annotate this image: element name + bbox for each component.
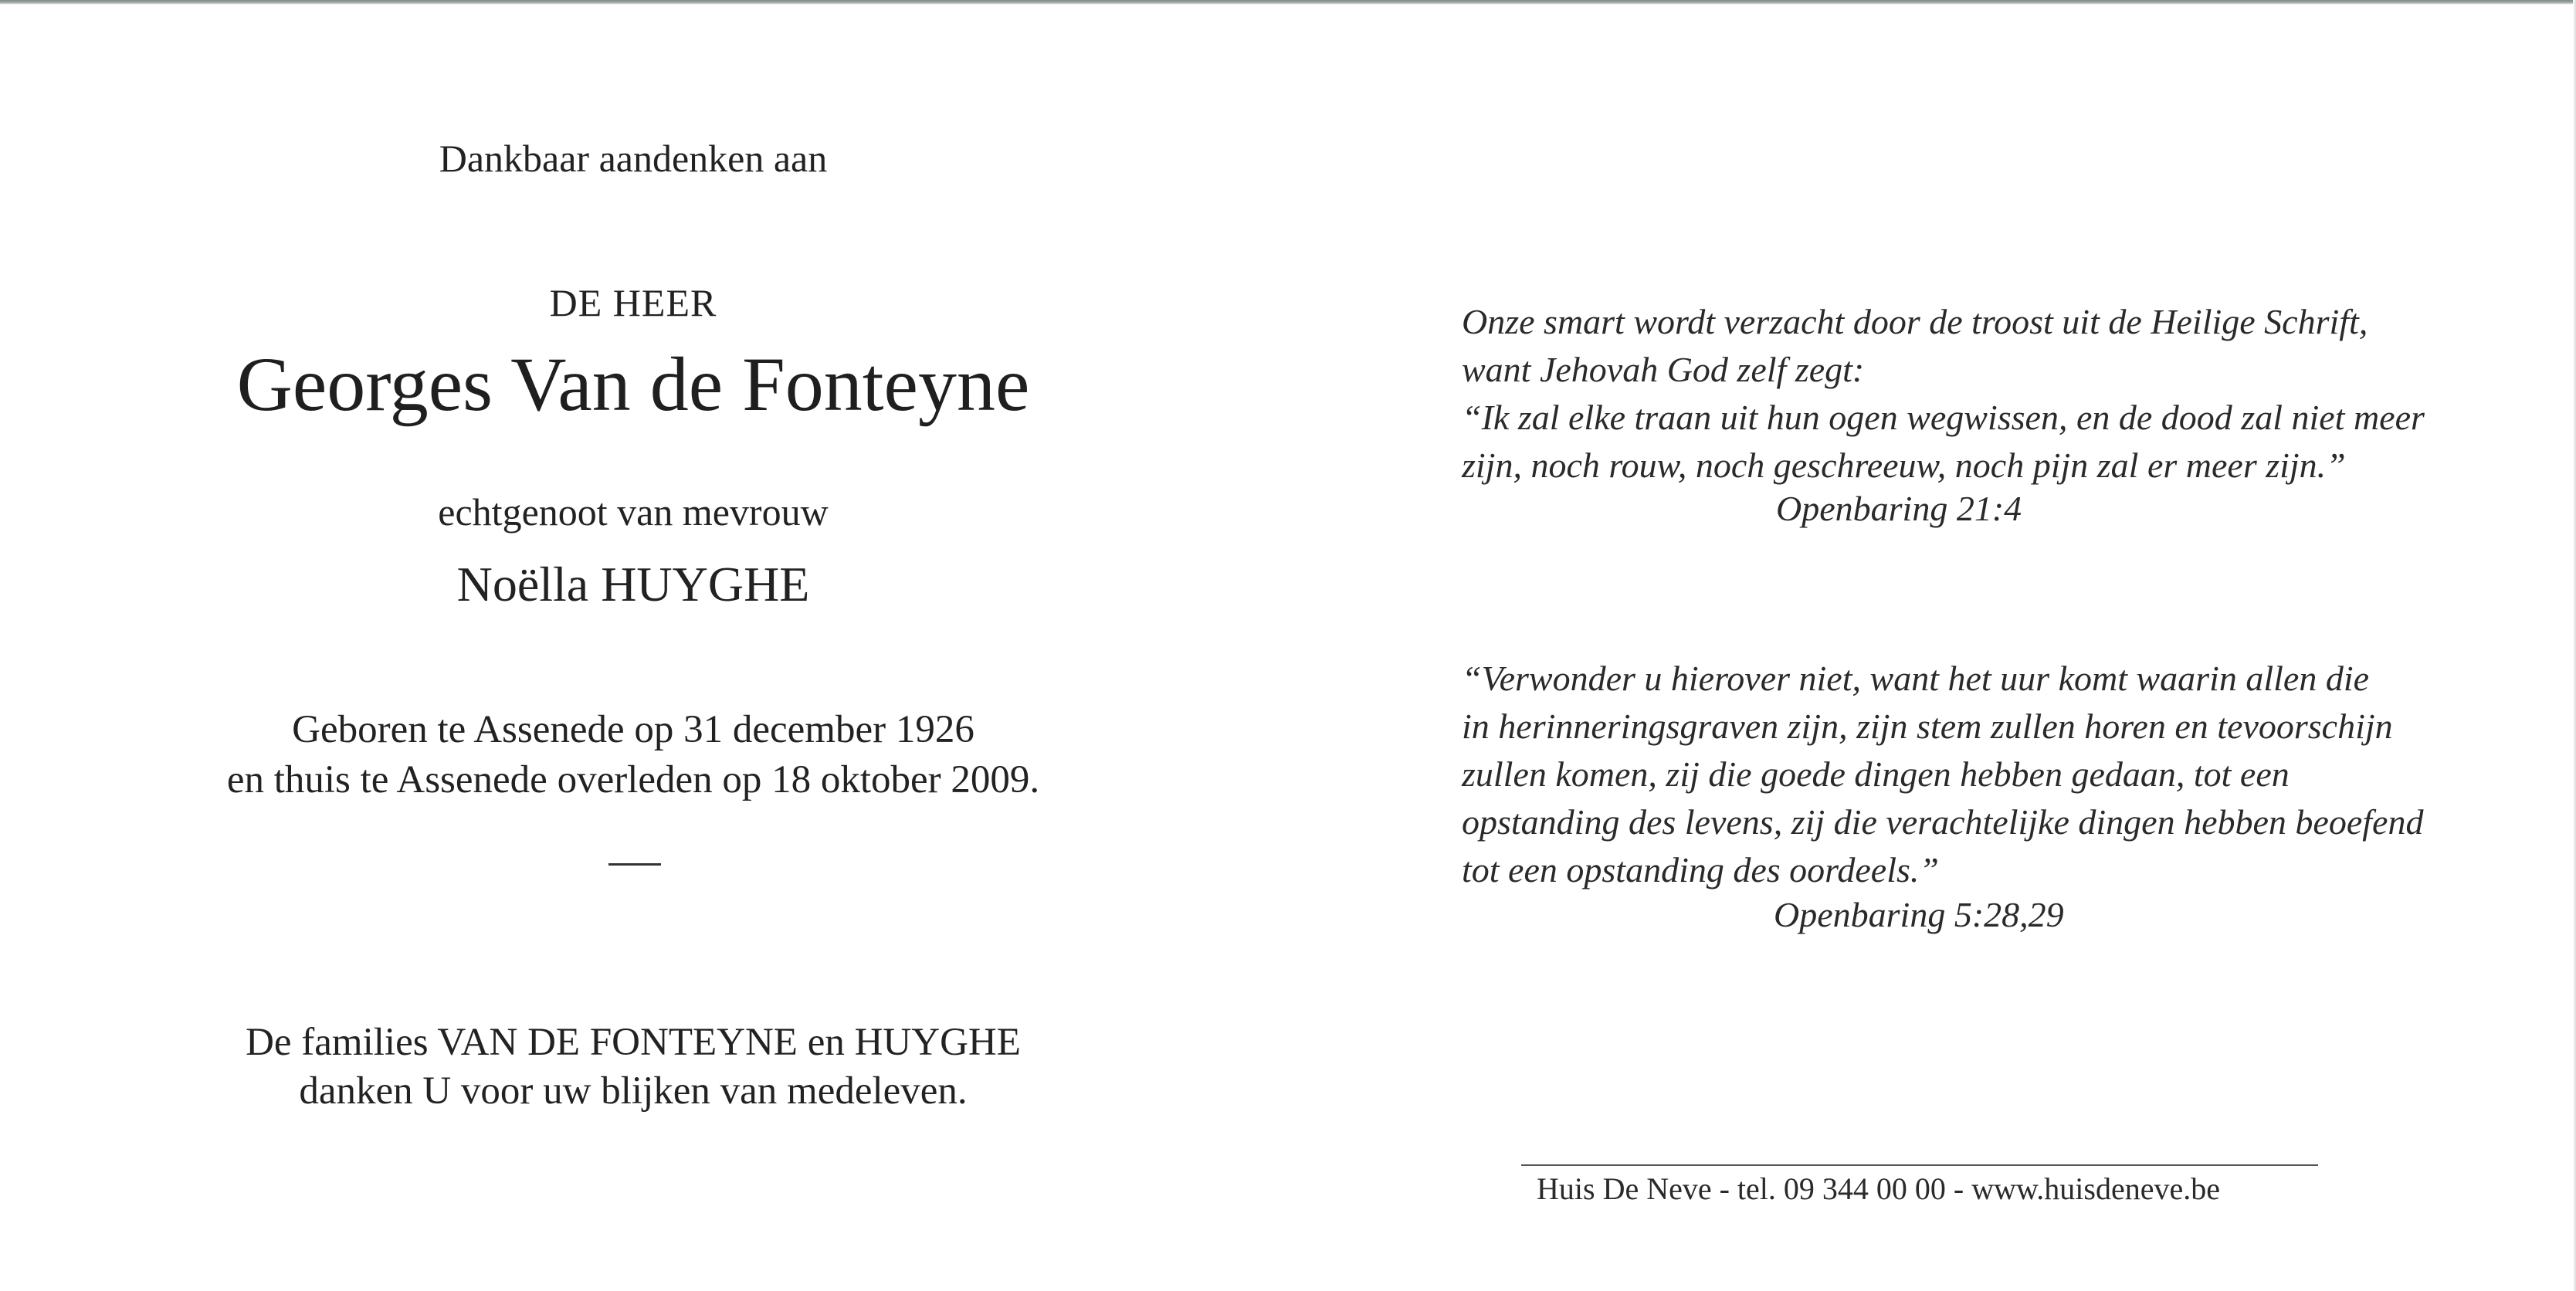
quote-2-line: “Verwonder u hierover niet, want het uur komt waarin allen die	[1462, 659, 2370, 698]
right-edge-shadow	[2573, 0, 2576, 1291]
thanks-line: danken U voor uw blijken van medeleven.	[299, 1069, 968, 1113]
quote-2-line: zullen komen, zij die goede dingen hebben gedaan, tot een	[1462, 754, 2290, 794]
deceased-name: Georges Van de Fonteyne	[236, 341, 1030, 427]
honorific-text: DE HEER	[549, 281, 717, 324]
spouse-intro-text: echtgenoot van mevrouw	[438, 490, 829, 534]
scripture-quote-1	[1462, 298, 2425, 490]
funeral-home-footer: Huis De Neve - tel. 09 344 00 00 - www.huisdeneve.be	[1537, 1171, 2220, 1206]
scripture-quote-2	[1462, 655, 2423, 894]
death-line: en thuis te Assenede overleden op 18 oktober 2009.	[226, 758, 1040, 801]
quote-1-line: want Jehovah God zelf zegt:	[1462, 350, 1865, 389]
quote-2-line: in herinneringsgraven zijn, zijn stem zullen horen en tevoorschijn	[1462, 706, 2393, 746]
quote-1-line: zijn, noch rouw, noch geschreeuw, noch pijn zal er meer zijn.”	[1462, 446, 2346, 485]
families-line: De families VAN DE FONTEYNE en HUYGHE	[246, 1021, 1021, 1064]
top-edge-rule	[0, 0, 2576, 5]
quote-1-line: Onze smart wordt verzacht door de troost uit de Heilige Schrift,	[1462, 302, 2368, 341]
quote-1-line: “Ik zal elke traan uit hun ogen wegwissen, en de dood zal niet meer	[1462, 398, 2425, 437]
footer-rule	[1521, 1164, 2318, 1166]
separator-dash	[608, 863, 661, 866]
birth-line: Geboren te Assenede op 31 december 1926	[292, 708, 974, 751]
quote-2-line: tot een opstanding des oordeels.”	[1462, 850, 1939, 889]
quote-2-line: opstanding des levens, zij die verachtelijke dingen hebben beoefend	[1462, 802, 2424, 842]
dedication-text: Dankbaar aandenken aan	[439, 137, 828, 180]
quote-1-reference: Openbaring 21:4	[1776, 489, 2022, 528]
quote-2-reference: Openbaring 5:28,29	[1774, 895, 2064, 934]
spouse-name: Noëlla HUYGHE	[456, 557, 810, 612]
